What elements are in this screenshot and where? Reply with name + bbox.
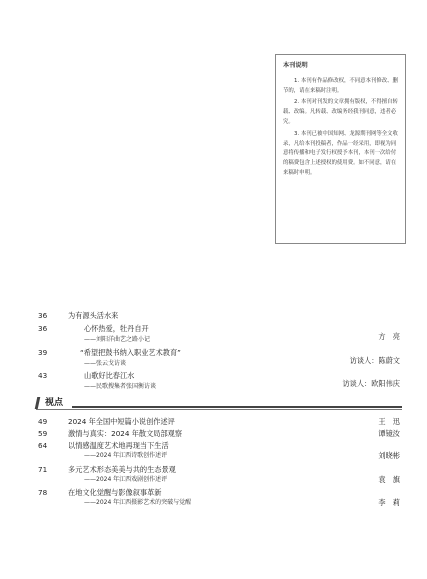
entry-author: 李 莉	[378, 498, 400, 507]
entry-subtitle: ——刘阳洋曲艺之路小记	[84, 336, 151, 343]
page-number: 36	[38, 311, 48, 320]
section-header	[36, 396, 402, 410]
entry-title: 以情感温度艺术地再现当下生活	[68, 441, 169, 450]
notice-paragraph-2: 2. 本刊对刊发的文章拥有版权，不得擅自转载、改编。凡转载、改编务经我刊同意，违者必究。	[283, 99, 398, 125]
page-number: 59	[38, 429, 48, 438]
entry-author: 王 迅	[378, 417, 400, 426]
page-number: 49	[38, 417, 48, 426]
entry-title: 在地文化觉醒与影像叙事革新	[68, 488, 162, 497]
entry-title: 心怀热爱，牡丹自开	[84, 324, 149, 333]
entry-subtitle: ——2024 年江西诗歌创作述评	[84, 452, 168, 459]
page-number: 39	[38, 348, 48, 357]
page-number: 64	[38, 441, 48, 450]
toc-entry[interactable]	[38, 416, 400, 427]
section-title: 视点	[45, 398, 64, 408]
entry-author: 方 亮	[378, 332, 400, 341]
entry-author: 袁 旗	[378, 475, 400, 484]
section-divider	[72, 406, 402, 408]
section-marker-icon	[35, 397, 41, 409]
toc-entry[interactable]	[38, 428, 400, 439]
entry-title: 为有源头活水来	[68, 311, 119, 320]
entry-subtitle: ——2024 年江西摄影艺术的突破与觉醒	[84, 499, 192, 506]
entry-author: 刘晓彬	[378, 451, 400, 460]
entry-title: 山歌好比春江水	[84, 371, 135, 380]
page-number: 71	[38, 465, 48, 474]
entry-subtitle: ——2024 年江西戏剧创作述评	[84, 476, 168, 483]
entry-title: 激情与真实：2024 年散文局部观察	[68, 429, 183, 438]
page-number: 43	[38, 371, 48, 380]
toc-entry[interactable]	[38, 310, 400, 321]
page-number: 78	[38, 488, 48, 497]
entry-title: “希望把鼓书纳入职业艺术教育”	[80, 348, 181, 357]
notice-paragraph-3: 3. 本刊已被中国知网、龙源期刊网等全文收录，凡给本刊投稿者，作品一经采用，即视为同意将传播和电子发行权授予本刊，本刊一次给付的稿费包含上述授权的使用费。如不同意，请在来稿时申明。	[283, 130, 398, 176]
page-number: 36	[38, 324, 48, 333]
notice-title: 本刊说明	[283, 62, 308, 69]
entry-subtitle: ——民歌搜集者张国衡访谈	[84, 383, 157, 390]
entry-subtitle: ——张云戈访谈	[84, 360, 127, 367]
entry-author: 谭镜汝	[378, 429, 400, 438]
entry-author: 访谈人：欧阳伟庆	[342, 379, 400, 388]
entry-title: 2024 年全国中短篇小说创作述评	[68, 417, 175, 426]
notice-paragraph-1: 1. 本刊有作品修改权，不同意本刊修改、删节的，请在来稿时注明。	[283, 77, 398, 94]
entry-title: 多元艺术形态美美与共的生态景观	[68, 465, 176, 474]
entry-author: 访谈人：陈蔚文	[349, 356, 400, 365]
section-underline	[36, 409, 402, 410]
